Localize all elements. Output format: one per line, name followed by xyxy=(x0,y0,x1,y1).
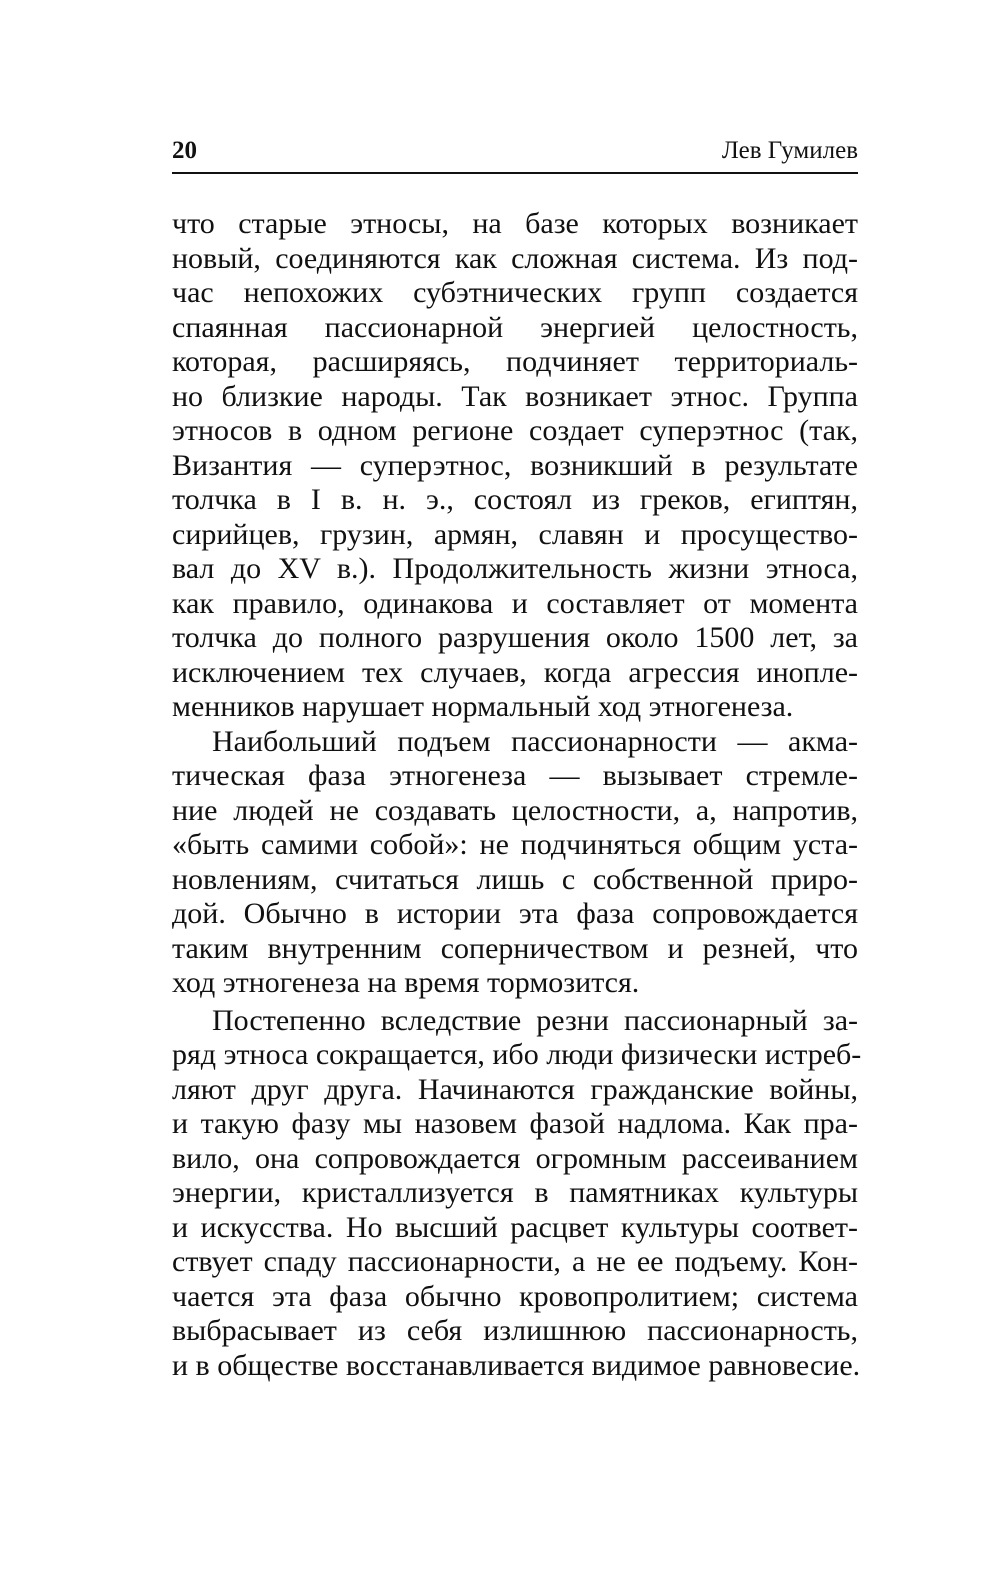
text-line: тическая фаза этногенеза — вызывает стремле- xyxy=(172,759,858,792)
text-line: вило, она сопровождается огромным рассеиванием xyxy=(172,1142,858,1175)
text-line: дой. Обычно в истории эта фаза сопровождается xyxy=(172,897,858,930)
text-line: и в обществе восстанавливается видимое равновесие. xyxy=(172,1349,861,1382)
text-line: вал до XV в.). Продолжительность жизни этноса, xyxy=(172,552,858,585)
text-line: спаянная пассионарной энергией целостность, xyxy=(172,311,858,344)
text-line: исключением тех случаев, когда агрессия инопле- xyxy=(172,656,858,689)
text-line: этносов в одном регионе создает суперэтнос (так, xyxy=(172,414,858,447)
text-line: толчка в I в. н. э., состоял из греков, египтян, xyxy=(172,483,858,516)
text-line: ние людей не создавать целостности, а, напротив, xyxy=(172,794,858,827)
text-line: что старые этносы, на базе которых возникает xyxy=(172,207,858,240)
text-line: и искусства. Но высший расцвет культуры соответ- xyxy=(172,1211,858,1244)
text-line: новлениям, считаться лишь с собственной приро- xyxy=(172,863,858,896)
text-line: час непохожих субэтнических групп создается xyxy=(172,276,858,309)
text-line: таким внутренним соперничеством и резней, что xyxy=(172,932,858,965)
text-line: новый, соединяются как сложная система. Из под- xyxy=(172,242,858,275)
page-number: 20 xyxy=(172,137,197,164)
text-line: толчка до полного разрушения около 1500 лет, за xyxy=(172,621,858,654)
text-line: ход этногенеза на время тормозится. xyxy=(172,966,640,999)
text-line: ляют друг друга. Начинаются гражданские войны, xyxy=(172,1073,858,1106)
text-line: Византия — суперэтнос, возникший в результате xyxy=(172,449,858,482)
text-line: Постепенно вследствие резни пассионарный за- xyxy=(212,1004,858,1037)
text-line: ряд этноса сокращается, ибо люди физически истреб- xyxy=(172,1038,862,1071)
text-line: ствует спаду пассионарности, а не ее подъему. Кон- xyxy=(172,1245,858,1278)
text-line: как правило, одинакова и составляет от момента xyxy=(172,587,858,620)
text-line: выбрасывает из себя излишнюю пассионарность, xyxy=(172,1314,858,1347)
text-line: которая, расширяясь, подчиняет территориаль- xyxy=(172,345,858,378)
text-line: чается эта фаза обычно кровопролитием; система xyxy=(172,1280,858,1313)
header-rule xyxy=(172,172,858,174)
text-line: Наибольший подъем пассионарности — акма- xyxy=(212,725,858,758)
text-line: менников нарушает нормальный ход этногенеза. xyxy=(172,690,794,723)
text-line: «быть самими собой»: не подчиняться общим уста- xyxy=(172,828,858,861)
text-line: но близкие народы. Так возникает этнос. Группа xyxy=(172,380,858,413)
running-header-author: Лев Гумилев xyxy=(721,137,858,164)
text-line: сирийцев, грузин, армян, славян и просущество- xyxy=(172,518,858,551)
text-line: и такую фазу мы назовем фазой надлома. Как пра- xyxy=(172,1107,858,1140)
text-line: энергии, кристаллизуется в памятниках культуры xyxy=(172,1176,858,1209)
